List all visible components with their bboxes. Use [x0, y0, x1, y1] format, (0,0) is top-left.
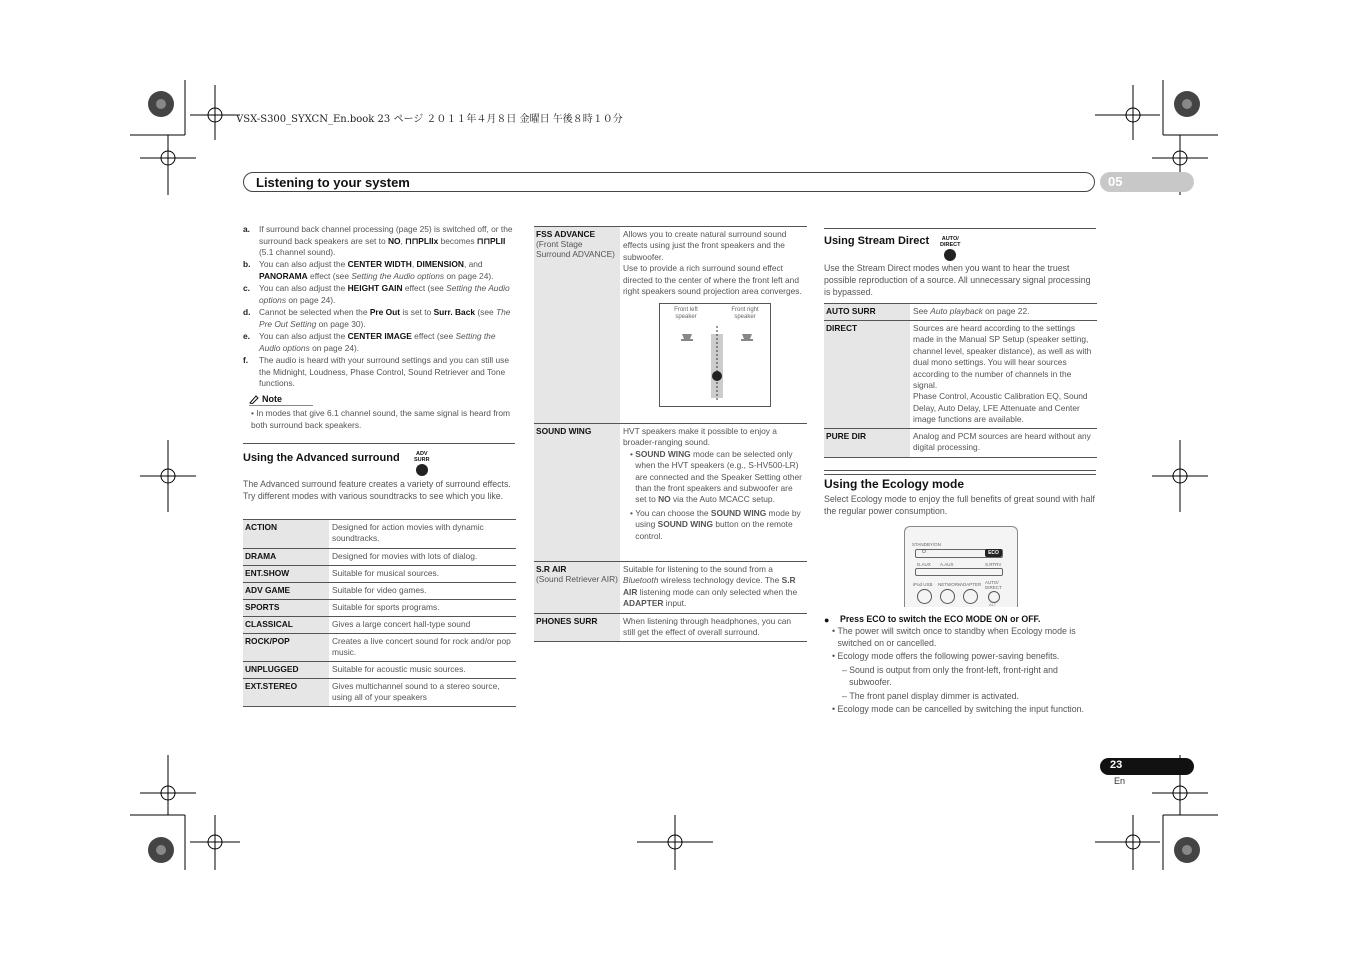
table-row: [243, 634, 516, 662]
page-number-tab: [1100, 758, 1194, 775]
mode-desc: Gives a large concert hall-type sound: [332, 619, 471, 629]
listening-mode-table: [534, 226, 807, 642]
fss-diagram: [659, 303, 771, 407]
footnote-text: The audio is heard with your surround settings and you can still use the Midnight, Loudness, Phase Control, Sound Retriever and Tone functions.: [259, 355, 509, 389]
mode-desc: HVT speakers make it possible to enjoy a broader-ranging sound.: [623, 426, 777, 448]
mode-desc: Allows you to create natural surround sound effects using just the front speakers and the subwoofer.: [623, 229, 787, 262]
bullet-text: You can choose the SOUND WING mode by using SOUND WING button on the remote control.: [635, 507, 801, 541]
pencil-icon: [249, 394, 259, 404]
footnote: [243, 259, 515, 282]
mode-desc: See Auto playback on page 22.: [913, 306, 1030, 316]
mode-desc: Suitable for listening to the sound from a Bluetooth wireless technology device. The S.R AIR listening mode can only selected when the ADAPTER input.: [623, 564, 798, 609]
file-info: VSX-S300_SYXCN_En.book 23 ページ ２０１１年４月８日 金曜日 午後８時１０分: [236, 114, 623, 125]
chapter-number: 05: [1108, 174, 1123, 189]
table-row: [534, 227, 807, 424]
mode-name: PHONES SURR: [534, 614, 620, 641]
mode-subname: (Sound Retriever AIR): [536, 574, 618, 584]
advanced-heading: Using the Advanced surround: [243, 452, 400, 464]
note-divider: [249, 405, 313, 406]
divider: [824, 228, 1096, 229]
footnote: [243, 283, 515, 306]
bullet-text: Ecology mode can be cancelled by switching the input function.: [837, 704, 1084, 714]
footnote-key: f.: [243, 355, 249, 365]
footnote: [243, 355, 515, 390]
footnote-text: You can also adjust the HEIGHT GAIN effect (see Setting the Audio options on page 24).: [259, 283, 510, 305]
mode-subname: (Front Stage Surround ADVANCE): [536, 239, 615, 259]
mode-desc: Suitable for musical sources.: [332, 568, 440, 578]
bullet-text: Ecology mode offers the following power-saving benefits.: [837, 651, 1060, 661]
fig-label: Front left speaker: [674, 307, 698, 321]
table-row: [243, 617, 516, 634]
remote-label: STANDBY/ON: [912, 542, 941, 547]
note-heading: Note: [262, 394, 282, 404]
table-row: [243, 549, 516, 566]
footnote-key: a.: [243, 224, 250, 234]
footnote: [243, 331, 515, 354]
header-bar: [243, 172, 1095, 192]
page-title: Listening to your system: [256, 175, 410, 190]
mode-name: FSS ADVANCE: [536, 229, 596, 239]
badge-text: AUTO/: [941, 236, 959, 242]
footnote-text: You can also adjust the CENTER WIDTH, DIMENSION, and PANORAMA effect (see Setting the Audio options on page 24).: [259, 259, 494, 281]
note-text: In modes that give 6.1 channel sound, the same signal is heard from both surround back speakers.: [251, 408, 510, 430]
mode-desc: Creates a live concert sound for rock and/or pop music.: [332, 636, 511, 658]
footnote-text: Cannot be selected when the Pre Out is set to Surr. Back (see The Pre Out Setting on page 30).: [259, 307, 511, 329]
table-row: SOUND WING HVT speakers make it possible to enjoy a broader-ranging sound. • SOUND WING mode can be selected only when the HVT speakers (e.g., S-HV500-LR) are connected and the Speaker Setting other than the front speakers and subwoofer are set to NO via the Auto MCACC setup. • You can choose the SOUND WING mode by using SOUND WING button on the remote control.: [534, 424, 807, 562]
fig-label: Front right speaker: [731, 307, 759, 321]
mode-name: DIRECT: [824, 321, 910, 428]
footnote-key: d.: [243, 307, 251, 317]
mode-name: EXT.STEREO: [243, 679, 329, 706]
mode-name: ROCK/POP: [243, 634, 329, 661]
table-row: [243, 583, 516, 600]
advanced-table: [243, 519, 516, 707]
mode-name: UNPLUGGED: [243, 662, 329, 678]
table-row: [243, 600, 516, 617]
mode-desc: Suitable for sports programs.: [332, 602, 440, 612]
page-lang: En: [1114, 776, 1126, 786]
speaker-diagram: [660, 304, 770, 406]
mode-name: CLASSICAL: [243, 617, 329, 633]
table-row: [243, 679, 516, 707]
remote-label: S.RTRV: [985, 562, 1002, 567]
table-row: [243, 566, 516, 583]
mode-name: SPORTS: [243, 600, 329, 616]
mode-name: SOUND WING: [534, 424, 620, 561]
table-row: [243, 662, 516, 679]
mode-name: AUTO SURR: [824, 304, 910, 320]
mode-desc: Designed for movies with lots of dialog.: [332, 551, 478, 561]
remote-label: iPod USB: [913, 582, 933, 587]
remote-label: ADAPTER: [960, 582, 982, 587]
adv-surr-button-icon: [414, 451, 430, 476]
mode-name: ACTION: [243, 520, 329, 548]
footnote-key: b.: [243, 259, 251, 269]
remote-illustration: STANDBY/ON ⏻ ECO D.AUX A.AUX S.RTRV iPod USB NETWORK ADAPTER AUTO/ DIRECT ALT: [904, 526, 1018, 607]
mode-name: ADV GAME: [243, 583, 329, 599]
badge-text: ADV: [415, 451, 428, 457]
bullet-text: SOUND WING mode can be selected only when the HVT speakers (e.g., S-HV500-LR) are connected and the Speaker Setting other than the front speakers and subwoofer are set to NO via the Auto MCACC setup.: [635, 448, 802, 505]
table-row: [824, 429, 1097, 458]
footnote: [243, 224, 515, 259]
stream-heading: Using Stream Direct: [824, 235, 930, 247]
mode-desc: Suitable for video games.: [332, 585, 427, 595]
table-row: [824, 304, 1097, 321]
mode-name: PURE DIR: [824, 429, 910, 457]
eco-heading: Using the Ecology mode: [824, 477, 965, 491]
mode-name: ENT.SHOW: [243, 566, 329, 582]
footnote-text: You can also adjust the CENTER IMAGE effect (see Setting the Audio options on page 24).: [259, 331, 496, 353]
bullet-text: The power will switch once to standby when Ecology mode is switched on or cancelled.: [837, 626, 1076, 648]
remote-label: ALT: [989, 602, 997, 607]
auto-direct-button-icon: [940, 236, 960, 261]
mode-desc: Suitable for acoustic music sources.: [332, 664, 466, 674]
footnote-key: e.: [243, 331, 250, 341]
mode-desc: Analog and PCM sources are heard without any digital processing.: [913, 431, 1091, 453]
mode-name: S.R AIR: [536, 564, 567, 574]
mode-name: DRAMA: [243, 549, 329, 565]
advanced-intro: The Advanced surround feature creates a variety of surround effects. Try different modes with various soundtracks to see which you like.: [243, 479, 511, 501]
eco-step: Press ECO to switch the ECO MODE ON or OFF.: [840, 614, 1041, 624]
table-row: [243, 520, 516, 549]
footnote: [243, 307, 515, 330]
sub-bullet-text: Sound is output from only the front-left, front-right and subwoofer.: [849, 665, 1058, 687]
mode-desc: Use to provide a rich surround sound effect directed to the center of where the front left and right speakers sound projection area converges.: [623, 263, 802, 297]
remote-label: AUTO/ DIRECT: [985, 580, 1002, 590]
table-row: [534, 562, 807, 614]
divider: [243, 443, 515, 444]
sub-bullet-text: The front panel display dimmer is activated.: [849, 691, 1020, 701]
table-row: [534, 614, 807, 642]
mode-desc: Designed for action movies with dynamic soundtracks.: [332, 522, 484, 544]
mode-desc: Gives multichannel sound to a stereo source, using all of your speakers: [332, 681, 500, 703]
badge-text: SURR: [414, 457, 430, 463]
remote-label: NETWORK: [938, 582, 961, 587]
eco-button: ECO: [985, 549, 1002, 557]
mode-desc: When listening through headphones, you can still get the effect of overall surround.: [623, 616, 792, 638]
table-row: [824, 321, 1097, 429]
eco-intro: Select Ecology mode to enjoy the full benefits of great sound with half the regular power consumption.: [824, 494, 1095, 516]
note-item: • In modes that give 6.1 channel sound, the same signal is heard from both surround back speakers.: [251, 408, 510, 430]
page-number: 23: [1110, 759, 1123, 771]
divider: [824, 470, 1096, 475]
remote-label: D.AUX: [917, 562, 931, 567]
step-bullet-icon: ●: [824, 615, 830, 625]
footnote-key: c.: [243, 283, 250, 293]
stream-intro: Use the Stream Direct modes when you want to hear the truest possible reproduction of a source. All unnecessary signal processing is bypassed.: [824, 263, 1091, 297]
eco-bullet: • The power will switch once to standby when Ecology mode is switched on or cancelled. • Ecology mode offers the following power-saving benefits. – Sound is output from only the front-left, front-right and subwoofer. – The front panel display dimmer is activated. • Ecology mode can be cancelled by switching the input function.: [832, 625, 1096, 715]
badge-text: DIRECT: [940, 242, 961, 248]
stream-table: [824, 303, 1097, 458]
footnote-text: If surround back channel processing (page 25) is switched off, or the surround back speakers are set to NO, ⊓⊓PLIIx becomes ⊓⊓PLII (5.1 channel sound).: [259, 224, 513, 258]
chapter-tab: [1100, 172, 1194, 192]
remote-label: A.AUX: [940, 562, 954, 567]
mode-desc: Sources are heard according to the settings made in the Manual SP Setup (speaker setting, channel level, speaker distance), as well as with dual mono settings. You will hear sources according to the number of channels in the signal. Phase Control, Acoustic Calibration EQ, Sound Delay, Auto Delay, LFE Attenuate and Center image functions are available.: [913, 323, 1092, 425]
